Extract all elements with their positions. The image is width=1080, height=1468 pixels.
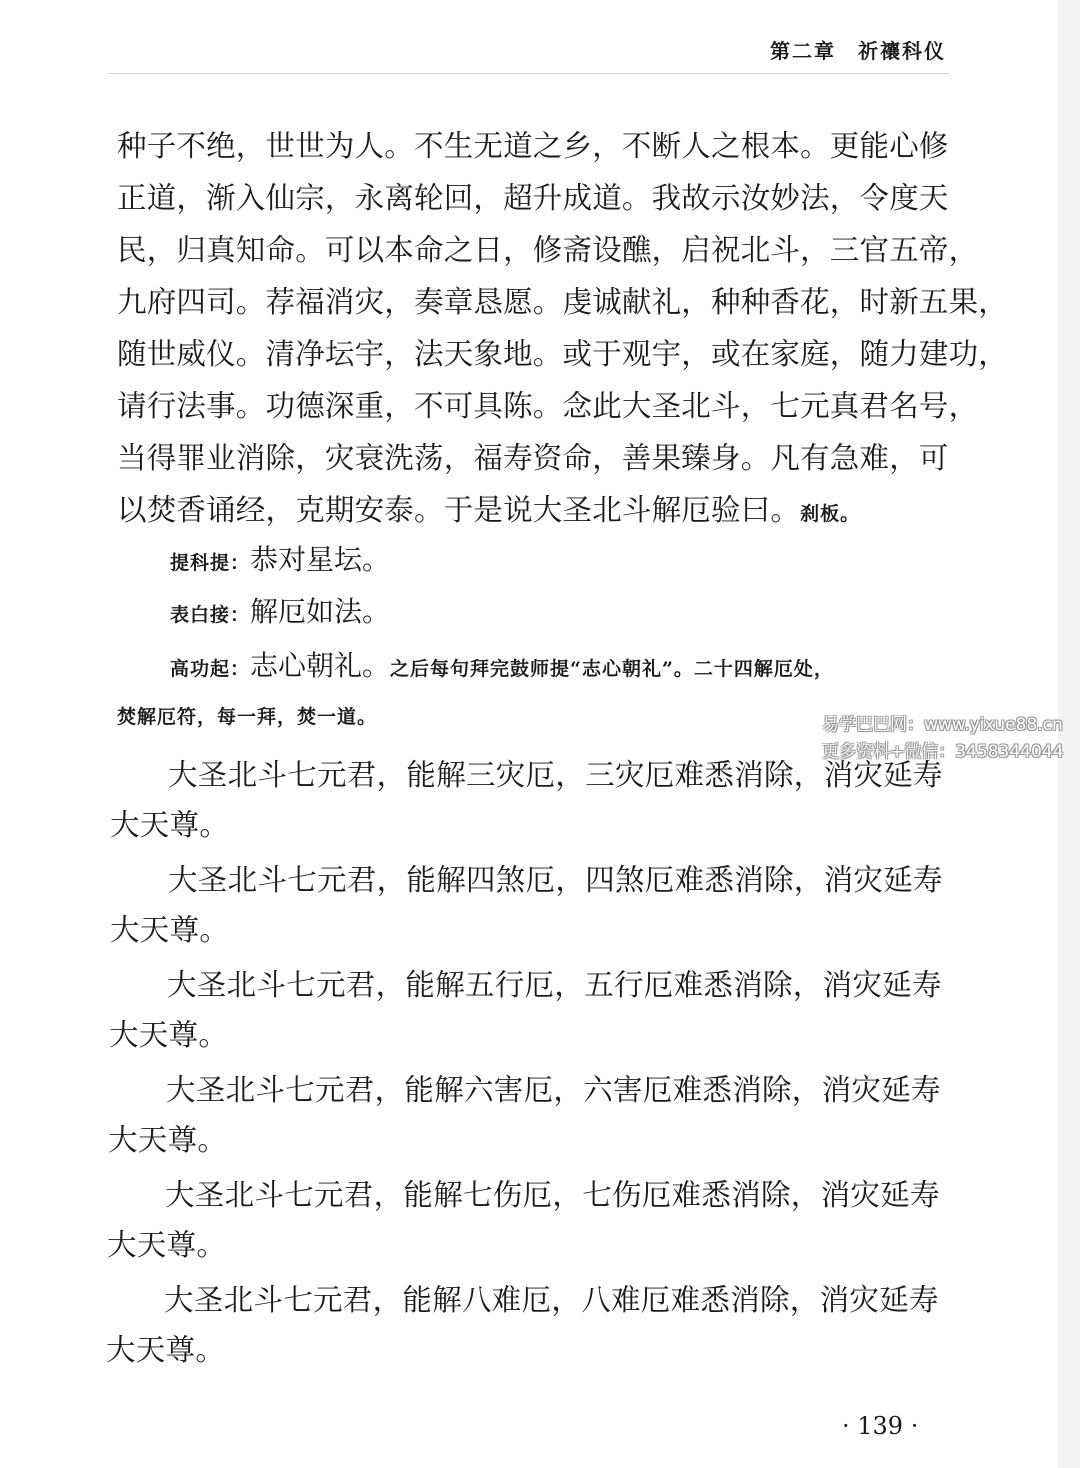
- paragraph-line: 九府四司。荐福消灾，奏章恳愿。虔诚献礼，种种香花，时新五果，: [117, 285, 1009, 319]
- verse-line: 大圣北斗七元君，能解四煞厄，四煞厄难悉消除，消灾延寿: [168, 863, 943, 897]
- verse-line: 大天尊。: [108, 1123, 228, 1157]
- cue-text: 解厄如法。: [250, 595, 391, 628]
- verse-line: 大天尊。: [106, 1333, 226, 1367]
- paragraph-line: 种子不绝，世世为人。不生无道之乡，不断人之根本。更能心修: [117, 129, 949, 163]
- cue-line: [170, 590, 390, 630]
- cue-text: 恭对星坛。: [250, 543, 391, 576]
- watermark-line: 易学巴巴网：www.yixue88.cn: [822, 715, 1063, 735]
- cue-text: 志心朝礼。: [250, 649, 391, 682]
- paragraph-line: 民，归真知命。可以本命之日，修斋设醮，启祝北斗，三官五帝，: [117, 233, 979, 267]
- verse-line: 大圣北斗七元君，能解七伤厄，七伤厄难悉消除，消灾延寿: [165, 1178, 940, 1212]
- paragraph-line: 当得罪业消除，灾衰洗荡，福寿资命，善果臻身。凡有急难，可: [117, 441, 949, 475]
- paragraph-line: 请行法事。功德深重，不可具陈。念此大圣北斗，七元真君名号，: [117, 389, 979, 423]
- chapter-label: 第二章: [770, 39, 836, 63]
- paragraph-end-note: 刹板。: [800, 503, 861, 525]
- cue-note-continuation: 焚解厄符，每一拜，焚一道。: [117, 706, 378, 728]
- cue-line: [170, 644, 834, 684]
- page-number: · 139 ·: [842, 1412, 919, 1440]
- verse-line: 大圣北斗七元君，能解三灾厄，三灾厄难悉消除，消灾延寿: [168, 758, 943, 792]
- watermark-line: 更多资料+微信：3458344044: [822, 742, 1064, 762]
- verse-line: 大天尊。: [110, 913, 230, 947]
- verse-line: 大圣北斗七元君，能解六害厄，六害厄难悉消除，消灾延寿: [166, 1073, 941, 1107]
- paragraph-line: 正道，渐入仙宗，永离轮回，超升成道。我故示汝妙法，令度天: [117, 181, 949, 215]
- running-head: [770, 35, 946, 64]
- paragraph-last-text: 以焚香诵经，克期安泰。于是说大圣北斗解厄验曰。: [117, 493, 801, 527]
- chapter-title: 祈禳科仪: [858, 39, 946, 63]
- paragraph-line: 随世威仪。清净坛宇，法天象地。或于观宇，或在家庭，随力建功，: [117, 337, 1009, 371]
- cue-tag: 高功起：: [170, 658, 251, 680]
- verse-line: 大圣北斗七元君，能解五行厄，五行厄难悉消除，消灾延寿: [167, 968, 942, 1002]
- verse-line: 大天尊。: [109, 1018, 229, 1052]
- cue-tag: 表白接：: [170, 604, 251, 626]
- cue-note: 之后每句拜完鼓师提“志心朝礼”。二十四解厄处，: [390, 658, 834, 680]
- header-rule: [108, 73, 950, 74]
- verse-line: 大天尊。: [107, 1228, 227, 1262]
- paragraph-line: [117, 487, 860, 529]
- verse-line: 大天尊。: [110, 808, 230, 842]
- cue-tag: 提科提：: [170, 552, 251, 574]
- cue-line: [170, 538, 390, 578]
- verse-line: 大圣北斗七元君，能解八难厄，八难厄难悉消除，消灾延寿: [164, 1283, 939, 1317]
